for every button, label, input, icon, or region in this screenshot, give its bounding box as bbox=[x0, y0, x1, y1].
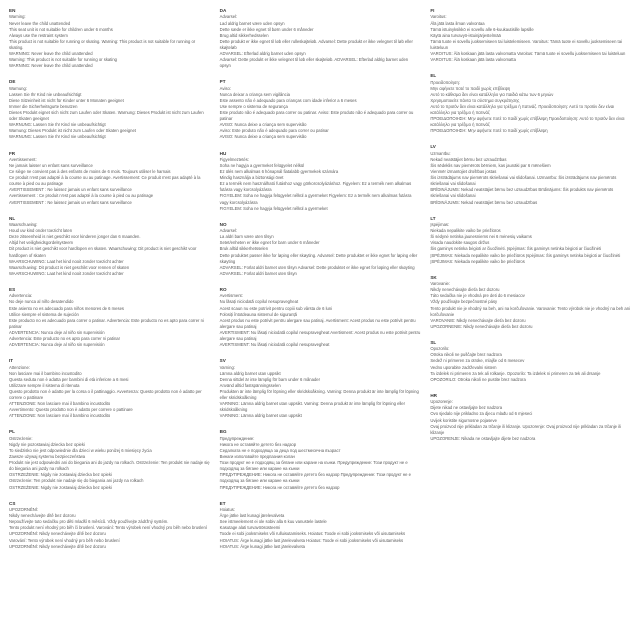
warning-line: ATTENZIONE: Non lasciare mai il bambino incustodito bbox=[9, 413, 111, 419]
language-code: SV bbox=[219, 358, 226, 364]
warning-line: WARNUNG: Lassen Sie Ihr Kind nie unbeaufsichtigt bbox=[9, 134, 106, 140]
warning-heading: Varning: bbox=[219, 364, 235, 370]
language-block-es bbox=[9, 287, 210, 348]
warning-line: Šis izstrādājums nav piemērots skriešanai vai slidošanai. Uzmanību: Šis izstrādājums nav piemērots skriešanai vai slidošanai bbox=[430, 175, 617, 187]
language-block-lv bbox=[430, 144, 631, 205]
warning-line: Αυτό το κάθισμα δεν είναι κατάλληλο για παιδιά κάτω των 6 μηνών bbox=[430, 91, 554, 97]
warning-line: BRĪDINĀJUMS: Nekad neatstājiet bērnu bez uzraudzības Brīdinājums: Šis produkts nav piemērots skriešanai vai slidošanai bbox=[430, 187, 614, 199]
warning-line: Ostrzeżenie: Ten produkt nie nadaje się do biegania ani jazdy na rolkach bbox=[9, 478, 144, 484]
warning-heading: Hoiatus: bbox=[219, 507, 236, 513]
warning-line: Ne jamais laisser un enfant sans surveillance bbox=[9, 163, 93, 168]
warning-heading: Figyelmeztetés: bbox=[219, 156, 249, 162]
warning-line: Immer die Sicherheitsgurte benutzen bbox=[9, 103, 78, 109]
warning-line: Dijete nikad ne ostavljajte bez nadzora bbox=[430, 405, 503, 411]
language-block-bg bbox=[220, 429, 421, 490]
warning-line: This product is not suitable for running or skating. Warning: This product is not suitable for running or skating. bbox=[9, 38, 196, 50]
warning-line: Lassen Sie Ihr Kind nie unbeaufsichtigt bbox=[9, 91, 82, 97]
warning-line: Ez a termék nem használható futáshoz vagy görkorcsolyázáshoz. Figyelem: Ez a termék nem alkalmas futásra vagy korcsolyázásra bbox=[219, 181, 412, 193]
language-block-no bbox=[220, 222, 421, 277]
warning-line: Šis gaminys netinka bėgioti ar čiuožinėti. Įspėjimas: Šis gaminys netinka bėgioti ar čiuožinėti bbox=[430, 246, 602, 252]
warning-heading: UPOZORNĚNÍ: bbox=[9, 507, 39, 513]
warning-line: Tämä tuote ei sovellu juoksemiseen tai luistelemiseen. Varoitus: Tämä tuote ei sovellu juoksemiseen tai luisteluun bbox=[430, 38, 622, 50]
warning-line: Nigdy nie pozostawiaj dziecka bez opieki bbox=[9, 441, 85, 447]
language-code: EL bbox=[430, 73, 437, 79]
warning-line: Vždy používajte bezpečnostné pásy bbox=[430, 299, 498, 305]
language-block-pl bbox=[9, 429, 210, 490]
warning-line: Zawsze używaj systemu bezpieczeństwa bbox=[9, 454, 86, 460]
warning-heading: Avertisment: bbox=[219, 293, 243, 299]
warning-line: UPOZORNĚNÍ: Nikdy nenechávejte dítě bez dozoru bbox=[9, 543, 106, 549]
warning-heading: Uzmanību: bbox=[430, 150, 451, 156]
warning-line: Dette sæde er ikke egnet til børn under 6 måneder bbox=[219, 26, 314, 32]
warning-line: Brug altid sikkerhedsselen bbox=[219, 32, 269, 38]
language-block-sk bbox=[430, 275, 631, 330]
warning-line: WARNING: Never leave the child unattended bbox=[9, 50, 93, 56]
warning-line: Ce produit n'est pas adapté à la course ou au patinage. Avertissement: Ce produit n'est pas adapté à la course à pied ou au patinage bbox=[9, 175, 201, 187]
warning-heading: Įspėjimas: bbox=[430, 222, 450, 228]
warning-line: Deze zitseenheid is niet geschikt voor kinderen jonger dan 6 maanden. bbox=[9, 234, 141, 240]
language-code: HU bbox=[219, 150, 227, 156]
language-code: PT bbox=[219, 79, 226, 85]
warning-line: AVISO: Nunca deixe a criança sem supervisão bbox=[219, 122, 307, 128]
warning-line: Tento produkt nie je vhodný na beh, ani na korčuľovanie. Varovanie: Tento výrobok nie je vhodný na beh ani korčuľovanie bbox=[430, 305, 630, 317]
language-block-fi bbox=[430, 8, 631, 63]
warning-line: Nunca deixar a criança sem vigilância bbox=[219, 91, 290, 97]
warning-line: This seat unit is not suitable for children under 6 months bbox=[9, 26, 113, 32]
warning-line: Otroka nikoli ne puščajte brez nadzora bbox=[430, 352, 502, 358]
warning-line: Táto sedačka nie je vhodná pre deti do 6 mesiacov bbox=[430, 293, 525, 299]
warning-line: Waarschuwing: Dit product is niet geschikt voor rennen of skaten bbox=[9, 264, 130, 270]
language-code: LV bbox=[430, 144, 436, 150]
warning-heading: Aviso: bbox=[219, 85, 231, 91]
language-code: ES bbox=[9, 286, 16, 292]
warning-heading: Advarsel: bbox=[219, 228, 238, 234]
warning-heading: Attenzione: bbox=[9, 364, 30, 370]
language-block-nl bbox=[9, 216, 210, 277]
warning-line: Αυτό το προϊόν δεν είναι κατάλληλο για τρέξιμο ή πατινάζ. Προειδοποίηση: Αυτό το προϊόν δεν είναι κατάλληλο για τρέξιμο ή πατινάζ bbox=[430, 103, 615, 116]
warning-line: Tento produkt není vhodný pro běh či bruslení. Varování: Tento výrobek není vhodný pro běh nebo bruslení bbox=[9, 525, 207, 531]
warning-line: HOIATUS: Ärge kunagi jätke last järelevalveta Hoiatus: Toode ei sobi jooksmiseks või uisutamiseks bbox=[219, 537, 404, 543]
warning-line: Acest produs nu este potrivit pentru alergare sau patinaj. Avertisment: Acest produs nu este potrivit pentru alergare sau patinaj bbox=[219, 317, 416, 329]
warning-line: Soha ne hagyja a gyermeket felügyelet nélkül bbox=[219, 163, 305, 168]
warning-line: Warning: This product is not suitable for running or skating bbox=[9, 57, 117, 63]
warning-heading: Opozorilo: bbox=[430, 346, 450, 352]
warning-line: Älä jätä lasta ilman valvontaa bbox=[430, 20, 485, 26]
warning-line: Advertencia: Este producto no es apto para correr ni patinar bbox=[9, 335, 121, 341]
warning-line: Dette produkt er ikke egnet til løb eller rulleskøjteløb. Advarsel: Dette produkt er ikke velegnet til løb eller skøjteløb bbox=[219, 38, 413, 50]
warning-line: Dieses Produkt eignet sich nicht zum Laufen oder Skaten. Warnung: Dieses Produkt ist nicht zum Laufen oder Skaten geeignet bbox=[9, 110, 204, 122]
language-code: DA bbox=[219, 8, 227, 13]
language-block-en bbox=[9, 8, 210, 69]
warning-line: Use sempre o sistema de segurança bbox=[219, 103, 288, 109]
warning-heading: Advarsel: bbox=[219, 14, 238, 20]
warning-line: VAROVANIE: Nikdy nenechávajte dieťa bez dozoru bbox=[430, 317, 526, 323]
warning-line: Käytä aina turvavyö-istuinjärjestelmää bbox=[430, 32, 501, 38]
warning-line: UPOZORNENIE: Nikdy nenechávajte dieťa bez dozoru bbox=[430, 323, 533, 329]
warning-line: Ez ülés nem alkalmas 6 hónapnál fiatalabb gyermekek számára bbox=[219, 169, 339, 175]
warning-line: VAROITUS: Älä koskaan jätä lasta valvomatta bbox=[430, 57, 516, 63]
warning-line: Ovo sjedalo nije prikladno za djecu mlađu od 6 mjeseci bbox=[430, 411, 533, 417]
warning-line: Lämna aldrig barnet utan uppsikt bbox=[219, 370, 281, 376]
language-block-el bbox=[430, 73, 631, 134]
warning-line: Never leave the child unattended bbox=[9, 20, 71, 26]
warning-line: Ärge jätke last kunagi järelevalveta bbox=[219, 513, 285, 519]
warning-line: Ce siège ne convient pas à des enfants de moins de 6 mois. Toujours utiliser le harnais bbox=[9, 169, 171, 175]
warning-heading: Varovanie: bbox=[430, 281, 451, 287]
column-right bbox=[430, 8, 631, 632]
warning-line: ПРЕДУПРЕЖДЕНИЕ: Никога не оставяйте детето без надзор Предупреждение: Този продукт не е подходящ за бягане или каране на кънки bbox=[219, 472, 411, 484]
warning-line: Nikdy nenechávejte dítě bez dozoru bbox=[9, 513, 76, 519]
warning-line: ADVARSEL: Forlat aldri barnet uten tilsyn bbox=[219, 270, 297, 276]
warning-line: Sedež ni primeren za otroke, mlajše od 6 mesecev bbox=[430, 358, 525, 364]
language-block-lt bbox=[430, 216, 631, 265]
warning-line: Folosiți întotdeauna sistemul de siguranță bbox=[219, 311, 297, 317]
warning-line: ĮSPĖJIMAS: Niekada nepalikite vaiko be priežiūros Įspėjimas: Šis gaminys netinka bėgioti ar čiuožinėti bbox=[430, 252, 621, 258]
warning-line: Nikdy nenechávajte dieťa bez dozoru bbox=[430, 287, 500, 293]
warning-line: ATTENZIONE: Non lasciare mai il bambino incustodito bbox=[9, 401, 111, 407]
column-middle bbox=[220, 8, 421, 632]
warning-line: AVISO: Nunca deixe a criança sem supervisão bbox=[219, 134, 307, 140]
language-code: NL bbox=[9, 215, 16, 221]
language-block-da bbox=[220, 8, 421, 69]
language-block-hr bbox=[430, 393, 631, 442]
language-code: DE bbox=[9, 79, 16, 85]
warning-line: Aviso: Este produto não é adequado para correr ou patinar bbox=[219, 128, 329, 134]
warning-line: Kasutage alati turvavöösüsteemi bbox=[219, 525, 281, 531]
warning-line: Nu lăsați niciodată copilul nesupravegheat bbox=[219, 299, 299, 305]
warning-line: Produkt nie jest odpowiedni ani do biegania ani do jazdy na rolkach. Ostrzeżenie: Ten produkt nie nadaje się do biegania ani jazdy na rolkach bbox=[9, 460, 210, 472]
warning-line: Warnung: Dieses Produkt ist nicht zum Laufen oder Skaten geeignet bbox=[9, 128, 136, 134]
warning-line: AVERTISSEMENT : Ne laissez jamais un enfant sans surveillance bbox=[9, 187, 132, 193]
warning-line: Седалката не е подходяща за деца под шестмесечна възраст bbox=[219, 448, 341, 453]
language-block-ro bbox=[220, 287, 421, 348]
warning-line: VARNING: Lämna aldrig barnet utan uppsikt. Varning: Denna produkt är inte lämplig för löpning eller skridskoåkning bbox=[219, 401, 406, 413]
warning-line: Produkten är inte lämplig för löpning eller skridskoåkning. Varning: Denna produkt är inte lämplig för löpning eller skridskoåkning bbox=[219, 388, 419, 401]
warning-line: Este produto não é adequado para correr ou patinar. Aviso: Este produto não é adequado para correr ou patinar bbox=[219, 110, 414, 122]
warning-line: ADVARSEL: Forlat aldri barnet uten tilsyn Advarsel: Dette produktet er ikke egnet for løping eller skøyting bbox=[219, 264, 415, 270]
language-code: EN bbox=[9, 8, 16, 13]
language-code: ET bbox=[219, 500, 226, 506]
warning-line: Никога не оставяйте детето без надзор bbox=[219, 441, 297, 447]
warning-line: Χρησιμοποιείτε πάντα το σύστημα συγκράτησης bbox=[430, 97, 520, 103]
warning-line: OSTRZEŻENIE: Nigdy nie zostawiaj dziecka bez opieki bbox=[9, 484, 112, 490]
warning-line: WAARSCHUWING: Laat het kind nooit zonder toezicht achter bbox=[9, 270, 124, 276]
warning-line: ΠΡΟΕΙΔΟΠΟΙΗΣΗ: Μην αφήνετε ποτέ το παιδί χωρίς επίβλεψη Προειδοποίηση: Αυτό το προϊόν δεν είναι κατάλληλο για τρέξιμο ή πατινάζ bbox=[430, 116, 625, 128]
language-code: RO bbox=[219, 286, 227, 292]
warning-line: UPOZORNĚNÍ: Nikdy nenechávejte dítě bez dozoru bbox=[9, 531, 106, 537]
language-code: FR bbox=[9, 150, 16, 156]
warning-line: Този продукт не е подходящ за бягане или каране на кънки. Предупреждение: Този продукт не е подходящ за бягане или каране на кънки bbox=[219, 460, 408, 472]
warning-line: Questo prodotto non è adatto per la corsa o il pattinaggio. Avvertenza: Questo prodotto non è adatto per correre o pattinare bbox=[9, 388, 202, 401]
warning-line: ADVERTENCIA: Nunca deje al niño sin supervisión bbox=[9, 342, 105, 348]
warning-line: ADVERTENCIA: Nunca deje al niño sin supervisión bbox=[9, 329, 105, 335]
language-code: CS bbox=[9, 500, 16, 506]
warning-heading: Varoitus: bbox=[430, 14, 447, 20]
warning-line: Šis sēdeklis nav piemērots bērniem, kas jaunāki par 6 mēnešiem bbox=[430, 163, 551, 168]
warning-line: AVERTISMENT: Nu lăsați niciodată copilul nesupravegheat Avertisment: Acest produs nu este potrivit pentru alergare sau patinaj bbox=[219, 329, 421, 341]
warning-line: Questa seduta non è adatta per bambini di età inferiore a 6 mesi bbox=[9, 376, 129, 382]
warning-line: FIGYELEM: Soha ne hagyja felügyelet nélkül a gyermeket bbox=[219, 205, 328, 211]
warning-line: HOIATUS: Ärge kunagi jätke last järelevalveta bbox=[219, 543, 306, 549]
warning-line: Mindig használja a biztonsági övet bbox=[219, 175, 284, 181]
column-left bbox=[9, 8, 210, 632]
warning-line: Ovaj proizvod nije prikladan za trčanje ili klizanje. Upozorenje: Ovaj proizvod nije prikladan za trčanje ili klizanje bbox=[430, 423, 621, 435]
warning-line: Ši sėdynė netinka jaunesniems nei 6 mėnesių vaikams bbox=[430, 234, 532, 240]
warning-line: AVERTISMENT: Nu lăsați niciodată copilul nesupravegheat bbox=[219, 342, 330, 348]
warning-line: OSTRZEŻENIE: Nigdy nie zostawiaj dziecka bez opieki bbox=[9, 472, 112, 478]
language-block-hu bbox=[220, 151, 421, 212]
warning-line: VAROITUS: Älä koskaan jätä lasta valvomatta Varoitus: Tämä tuote ei sovellu juoksemiseen tai luisteluun bbox=[430, 50, 626, 56]
warning-line: Altijd het veiligheidsgordelsysteem bbox=[9, 240, 74, 246]
warning-heading: Waarschuwing: bbox=[9, 222, 38, 228]
warning-line: Lad aldrig barnet være uden opsyn bbox=[219, 20, 285, 26]
warning-line: Non lasciare mai il bambino incustodito bbox=[9, 370, 82, 376]
language-block-cs bbox=[9, 501, 210, 550]
warning-line: Always use the restraint system bbox=[9, 32, 68, 38]
language-block-de bbox=[9, 79, 210, 140]
warning-line: Acest scaun nu este potrivit pentru copiii sub vârsta de 6 luni bbox=[219, 305, 333, 311]
language-code: LT bbox=[430, 215, 436, 221]
warning-heading: Upozorenje: bbox=[430, 399, 453, 405]
language-code: NO bbox=[219, 221, 227, 227]
warning-line: To siedzisko nie jest odpowiednie dla dzieci w wieku poniżej 6 miesięcy życia bbox=[9, 448, 152, 453]
warning-line: Dit product is niet geschikt voor hardlopen en skaten. Waarschuwing: Dit product is niet geschikt voor hardlopen of skaten bbox=[9, 246, 197, 258]
warning-line: WARNUNG: Lassen Sie Ihr Kind nie unbeaufsichtigt bbox=[9, 122, 106, 128]
warning-line: VARNING: Lämna aldrig barnet utan uppsikt bbox=[219, 413, 302, 419]
language-block-fr bbox=[9, 151, 210, 206]
warning-line: ПРЕДУПРЕЖДЕНИЕ: Никога не оставяйте детето без надзор bbox=[219, 484, 340, 490]
warning-line: FIGYELEM: Soha ne hagyja felügyelet nélkül a gyermeket Figyelem: Ez a termék nem alkalmas futásra vagy korcsolyázásra bbox=[219, 193, 412, 205]
warning-line: Avertissement : Ce produit n'est pas adapté à la course à pied ou au patinage bbox=[9, 193, 154, 199]
warning-line: Utilizzare sempre il sistema di ritenuta bbox=[9, 382, 80, 388]
language-code: HR bbox=[430, 392, 437, 398]
warning-line: WAARSCHUWING: Laat het kind nooit zonder toezicht achter bbox=[9, 258, 124, 264]
language-code: SL bbox=[430, 339, 437, 345]
language-block-et bbox=[220, 501, 421, 550]
warning-line: Diese Sitzeinheit ist nicht für Kinder unter 6 Monaten geeignet bbox=[9, 97, 124, 103]
warning-line: AVERTISSEMENT : Ne laissez jamais un enfant sans surveillance bbox=[9, 199, 132, 205]
warning-heading: Warnung: bbox=[9, 85, 27, 91]
warning-line: ADVARSEL: Efterlad aldrig barnet uden opsyn bbox=[219, 50, 306, 56]
language-block-sv bbox=[220, 358, 421, 419]
warning-line: Niekada nepalikite vaiko be priežiūros bbox=[430, 228, 501, 234]
warning-line: Utilice siempre el sistema de sujeción bbox=[9, 311, 79, 317]
language-code: BG bbox=[219, 429, 227, 435]
warning-line: Uvijek koristite sigurnosne pojaseve bbox=[430, 417, 497, 423]
warning-line: Tämä istuinyksikkö ei sovellu alle 6-kuukautisille lapsille bbox=[430, 26, 534, 32]
warning-line: Använd alltid fastspänningsselen bbox=[219, 382, 281, 388]
warning-line: Avvertimento: Questo prodotto non è adatto per correre o pattinare bbox=[9, 407, 133, 413]
warning-line: Este assento não é adequado para crianças com idade inferior a 6 meses bbox=[219, 97, 357, 103]
language-code: IT bbox=[9, 358, 14, 364]
language-code: SK bbox=[430, 274, 437, 280]
warning-line: Varování: Tento výrobek není vhodný pro běh nebo bruslení bbox=[9, 537, 120, 543]
warning-line: Houd uw kind onder toezicht laten bbox=[9, 228, 73, 234]
warning-line: Setet/enheten er ikke egnet for barn under 6 måneder bbox=[219, 240, 320, 246]
language-block-pt bbox=[220, 79, 421, 140]
warning-line: Dette produktet passer ikke for løping eller skøyting. Advarsel: Dette produktet er ikke egnet for løping eller skøyting bbox=[219, 252, 418, 264]
warning-heading: Предупреждение: bbox=[219, 435, 255, 441]
warning-line: Este asiento no es adecuado para niños menores de 6 meses bbox=[9, 305, 124, 311]
language-block-it bbox=[9, 358, 210, 419]
warning-heading: Advertencia: bbox=[9, 293, 33, 299]
warning-line: No deje nunca al niño desatendido bbox=[9, 299, 74, 305]
warning-line: Vedno uporabite zadrževalni sistem bbox=[430, 364, 497, 370]
warning-line: Nekad neatstājiet bērnu bez uzraudzības bbox=[430, 156, 507, 162]
warning-line: Bruk alltid sikkerhetsselen bbox=[219, 246, 269, 252]
warning-line: Μην αφήνετε ποτέ το παιδί χωρίς επίβλεψη bbox=[430, 85, 511, 91]
warning-line: Este producto no es adecuado para correr o patinar. Advertencia: Este producto no es apto para correr ni patinar bbox=[9, 317, 204, 329]
warning-line: See istmeelement ei ole sobiv alla 6 kuu vanustele lastele bbox=[219, 519, 327, 525]
warning-line: ΠΡΟΕΙΔΟΠΟΙΗΣΗ: Μην αφήνετε ποτέ το παιδί χωρίς επίβλεψη bbox=[430, 128, 548, 134]
language-code: FI bbox=[430, 8, 435, 13]
warning-line: Toode ei sobi jooksmiseks või rulluisutamiseks. Hoiatus: Toode ei sobi jooksmiseks või uisutamiseks bbox=[219, 531, 406, 537]
warning-line: BRĪDINĀJUMS: Nekad neatstājiet bērnu bez uzraudzības bbox=[430, 199, 538, 205]
warning-line: Denna sittdel är inte lämplig för barn under 6 månader bbox=[219, 376, 320, 382]
warning-heading: Προειδοποίηση: bbox=[430, 79, 460, 85]
warning-line: Nepoužívejte tuto sedačku pro děti mladší 6 měsíců. Vždy používejte zádržný systém. bbox=[9, 519, 169, 525]
warning-heading: Ostrzeżenie: bbox=[9, 435, 33, 441]
warning-line: Ta izdelek ni primeren za tek ali rolkanje. Opozorilo: Ta izdelek ni primeren za tek ali drsanje bbox=[430, 370, 601, 376]
language-code: PL bbox=[9, 429, 15, 435]
language-block-sl bbox=[430, 340, 631, 383]
warning-line: Винаги използвайте предпазния колан bbox=[219, 454, 295, 460]
warning-line: WARNING: Never leave the child unattended bbox=[9, 63, 93, 69]
warning-line: OPOZORILO: Otroka nikoli ne pustite brez nadzora bbox=[430, 376, 526, 382]
warning-heading: Avertissement: bbox=[9, 156, 37, 162]
warning-heading: Warning: bbox=[9, 14, 26, 20]
warning-line: La aldri barn være uten tilsyn bbox=[219, 234, 274, 240]
warning-line: Visada naudokite saugos diržus bbox=[430, 240, 490, 246]
warning-line: UPOZORENJE: Nikada ne ostavljajte dijete bez nadzora bbox=[430, 435, 536, 441]
warning-line: Vienmēr izmantojiet drošības jostas bbox=[430, 169, 497, 175]
warning-line: Advarsel: Dette produkt er ikke velegnet til løb eller skøjteløb. ADVARSEL: Efterlad aldrig barnet uden opsyn bbox=[219, 57, 409, 69]
warning-line: ĮSPĖJIMAS: Niekada nepalikite vaiko be priežiūros bbox=[430, 258, 525, 264]
